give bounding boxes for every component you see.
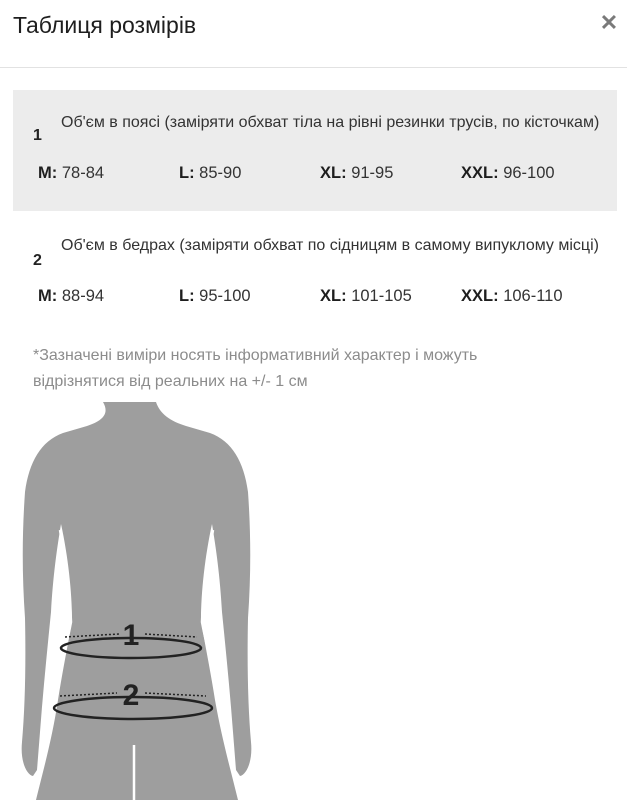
modal-header (0, 0, 627, 68)
size-value: 106-110 (503, 287, 563, 305)
size-xxl (461, 287, 563, 306)
waist-marker-label: 1 (122, 619, 140, 652)
size-xxl (461, 164, 555, 183)
modal-title: Таблиця розмірів (13, 12, 197, 38)
body-silhouette (22, 402, 252, 800)
measurement-waist (13, 90, 617, 211)
measurement-number: 1 (33, 127, 42, 144)
size-value: 88-94 (61, 287, 105, 305)
size-m (38, 287, 104, 306)
measurement-number: 2 (33, 252, 42, 269)
size-value: 78-84 (61, 164, 105, 182)
body-measurement-figure (0, 400, 270, 800)
hips-marker-label: 2 (122, 679, 140, 712)
measurement-description: Об'єм в поясі (заміряти обхват тіла на рівні резинки трусів, по кісточкам) (61, 114, 600, 131)
size-label: M: (38, 164, 58, 182)
size-label: XL: (320, 287, 347, 305)
measurement-hips (13, 226, 617, 326)
sizes-row (38, 287, 608, 313)
size-label: L: (179, 164, 195, 182)
size-xl (320, 287, 412, 306)
measurement-description: Об'єм в бедрах (заміряти обхват по сідницям в самому випуклому місці) (61, 237, 599, 254)
size-value: 91-95 (351, 164, 394, 182)
size-value: 85-90 (199, 164, 242, 182)
size-label: L: (179, 287, 195, 305)
close-icon[interactable]: ✕ (599, 10, 619, 35)
size-label: XXL: (461, 164, 499, 182)
size-label: M: (38, 287, 58, 305)
size-xl (320, 164, 393, 183)
disclaimer-note: *Зазначені виміри носять інформативний характер і можуть відрізнятися від реальних на +/- 1 см (33, 347, 478, 390)
size-value: 95-100 (199, 287, 251, 305)
sizes-row (38, 164, 608, 190)
size-label: XL: (320, 164, 347, 182)
torso-shape (22, 402, 252, 800)
size-m (38, 164, 104, 183)
size-value: 101-105 (351, 287, 412, 305)
size-value: 96-100 (503, 164, 555, 182)
size-label: XXL: (461, 287, 499, 305)
size-l (179, 287, 251, 306)
size-l (179, 164, 241, 183)
